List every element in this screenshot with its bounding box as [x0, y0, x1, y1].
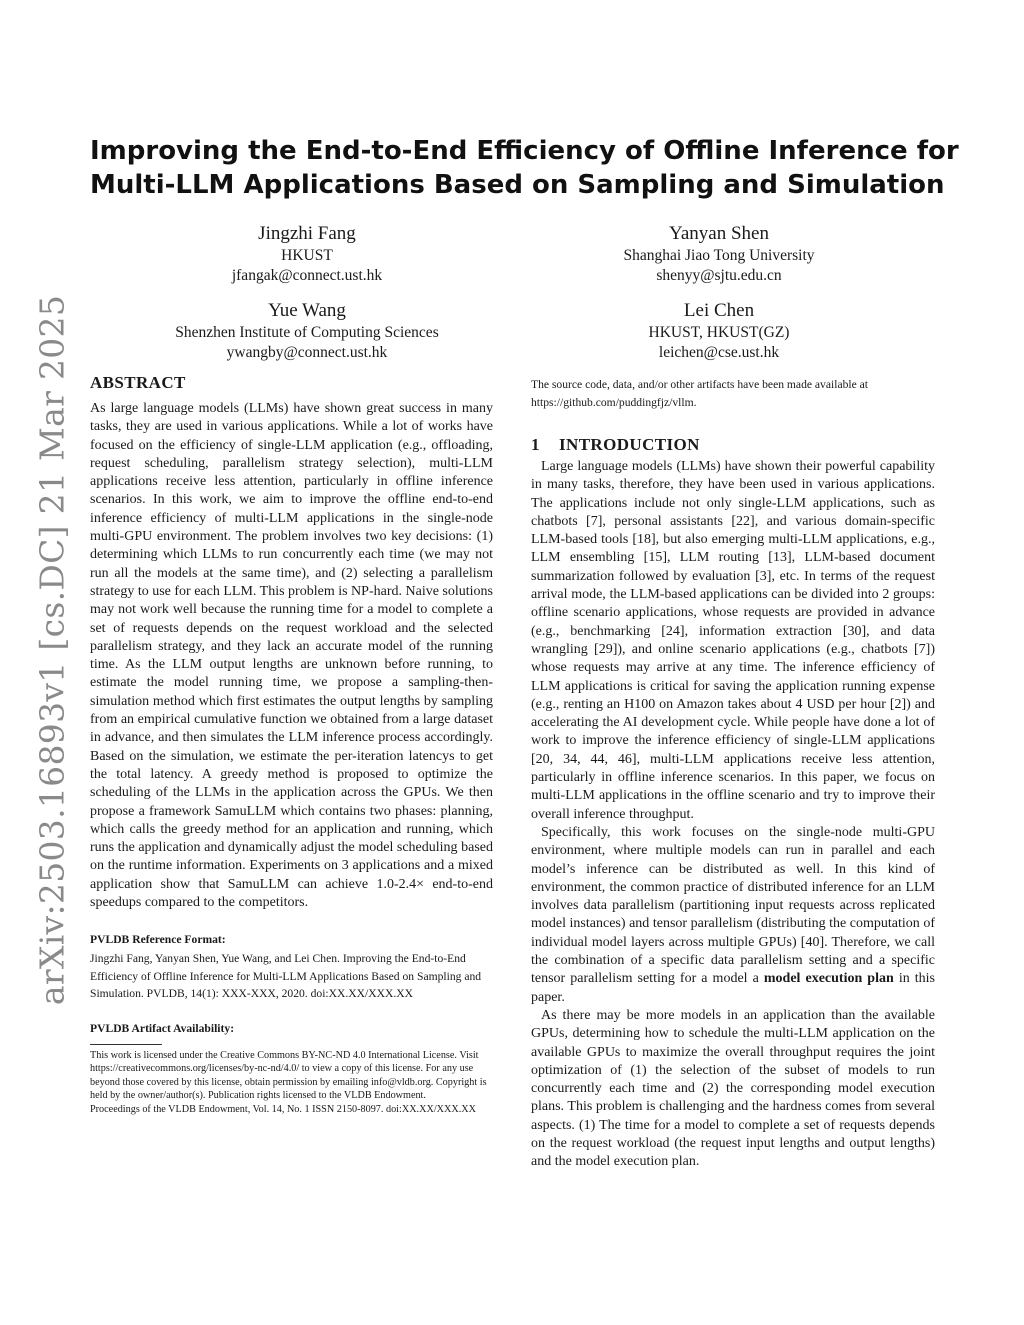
author-block-2 — [529, 222, 909, 286]
intro-paragraph-2 — [531, 824, 935, 1007]
reference-format-heading: PVLDB Reference Format: — [90, 933, 226, 947]
left-column — [90, 372, 493, 1116]
right-column — [531, 376, 935, 1172]
author-block-1 — [117, 222, 497, 286]
intro-paragraph-2-tail: in this paper. — [531, 971, 935, 1005]
license-footnote: This work is licensed under the Creative Commons BY-NC-ND 4.0 International License. Visit https://creativecommons.org/licenses/by-nc-nd/4.0/ to view a copy of this license. For any use beyond those covered by this license, obtain permission by emailing info@vldb.org. Copyright is held by the owner/author(s). Publication rights licensed to the VLDB Endowment. — [90, 1049, 487, 1102]
reference-format-text: Jingzhi Fang, Yanyan Shen, Yue Wang, and Lei Chen. Improving the End-to-End Efficiency of Offline Inference for Multi-LLM Applications Based on Sampling and Simulation. PVLDB, 14(1): XXX-XXX, 2020. doi:XX.XX/XXX.XX — [90, 952, 482, 1001]
section-number: 1 — [531, 435, 540, 454]
author-name: Lei Chen — [683, 300, 755, 321]
author-name: Yanyan Shen — [669, 223, 769, 244]
paper-title-line-1: Improving the End-to-End Efficiency of Offline Inference for — [90, 136, 959, 166]
author-affiliation: HKUST, HKUST(GZ) — [648, 324, 790, 341]
author-affiliation: HKUST — [281, 247, 333, 264]
artifact-availability-heading: PVLDB Artifact Availability: — [90, 1021, 235, 1035]
author-email: ywangby@connect.ust.hk — [226, 344, 388, 361]
intro-paragraph-3: As there may be more models in an application than the available GPUs, determining how to schedule the multi-LLM application on the available GPUs to maximize the overall throughput requires the joint optimization of (1) the selection of the subset of models to run concurrently each time and (2) the corresponding model execution plans. This problem is challenging and the hardness comes from several aspects. (1) The time for a model to complete a set of requests depends on the request workload (the request input lengths and output lengths) and the model execution plan. — [531, 1007, 935, 1170]
author-name: Jingzhi Fang — [258, 223, 356, 244]
author-email: leichen@cse.ust.hk — [658, 344, 780, 361]
intro-paragraph-2-text: Specifically, this work focuses on the single-node multi-GPU environment, where multiple models can run in parallel and each model’s inference can be distributed as well. In this kind of environment, the common practice of distributed inference for an LLM involves data parallelism (partitioning input requests across replicated model instances) and tensor parallelism (distributing the computation of individual model layers across multiple GPUs) [40]. Therefore, we call the combination of a specific data parallelism setting and a specific tensor parallelism setting for a model a — [531, 824, 935, 987]
paper-title — [90, 134, 959, 202]
intro-paragraph-1: Large language models (LLMs) have shown their powerful capability in many tasks, therefore, they have been used in various applications. The applications include not only single-LLM applications, such as chatbots [7], personal assistants [22], and various domain-specific LLM-based tools [18], but also emerging multi-LLM applications, e.g., LLM ensembling [15], LLM routing [13], LLM-based document summarization followed by evaluation [3], etc. In terms of the request arrival mode, the LLM-based applications can be divided into 2 groups: offline scenario applications, whose requests are provided in advance (e.g., benchmarking [24], information extraction [30], and data wrangling [29]), and online scenario applications (e.g., chatbots [7]) whose requests may arrive at any time. The inference efficiency of LLM applications is critical for saving the application running expense (e.g., renting an H100 on Amazon takes about 4 USD per hour [2]) and accelerating the AI development cycle. While people have done a lot of work to improve the inference efficiency of single-LLM applications [20, 34, 44, 46], multi-LLM applications receive less attention, particularly in offline inference scenarios. In this paper, we focus on multi-LLM applications in the offline scenario and try to improve their overall inference throughput. — [531, 459, 935, 822]
paper-title-line-2: Multi-LLM Applications Based on Sampling and Simulation — [90, 170, 945, 200]
author-email: shenyy@sjtu.edu.cn — [656, 267, 782, 284]
arxiv-identifier-stamp: arXiv:2503.16893v1 [cs.DC] 21 Mar 2025 — [32, 294, 72, 1006]
footnote-divider — [90, 1044, 162, 1045]
author-name: Yue Wang — [268, 300, 346, 321]
author-affiliation: Shanghai Jiao Tong University — [623, 247, 815, 264]
section-title: INTRODUCTION — [559, 435, 700, 454]
model-execution-plan-term: model execution plan — [763, 971, 894, 987]
author-affiliation: Shenzhen Institute of Computing Sciences — [175, 324, 439, 341]
proceedings-footnote: Proceedings of the VLDB Endowment, Vol. 14, No. 1 ISSN 2150-8097. doi:XX.XX/XXX.XX — [90, 1103, 476, 1115]
artifact-availability-text: The source code, data, and/or other artifacts have been made available at https://github.com/puddingfjz/vllm. — [531, 378, 869, 409]
abstract-text: As large language models (LLMs) have shown great success in many tasks, they are used in various applications. While a lot of works have focused on the efficiency of single-LLM application (e.g., offloading, request scheduling, parallelism strategy selection), multi-LLM applications receive less attention, particularly in offline inference scenarios. In this work, we aim to improve the offline end-to-end inference efficiency of multi-LLM applications in the single-node multi-GPU environment. The problem involves two key decisions: (1) determining which LLMs to run concurrently each time (we may not run all the models at the same time), and (2) selecting a parallelism strategy to use for each LLM. This problem is NP-hard. Naive solutions may not work well because the running time for a model to complete a set of requests depends on the request workload and the selected parallelism strategy, and they lack an accurate model of the running time. As the LLM output lengths are unknown before running, to estimate the model running time, we propose a sampling-then-simulation method which first estimates the output lengths by sampling from an empirical cumulative function we obtained from a large dataset in advance, and then simulates the LLM inference process accordingly. Based on the simulation, we estimate the per-iteration latencys to get the total latency. A greedy method is proposed to optimize the scheduling of the LLMs in the application across the GPUs. We then propose a framework SamuLLM which contains two phases: planning, which calls the greedy method for an application and running, which runs the application and dynamically adjust the model scheduling based on the runtime information. Experiments on 3 applications and a mixed application show that SamuLLM can achieve 1.0-2.4× end-to-end speedups compared to the competitors. — [90, 401, 493, 911]
abstract-heading: ABSTRACT — [90, 373, 186, 392]
author-block-3 — [117, 299, 497, 363]
author-email: jfangak@connect.ust.hk — [231, 267, 383, 284]
author-block-4 — [529, 299, 909, 363]
introduction-heading — [531, 434, 935, 456]
